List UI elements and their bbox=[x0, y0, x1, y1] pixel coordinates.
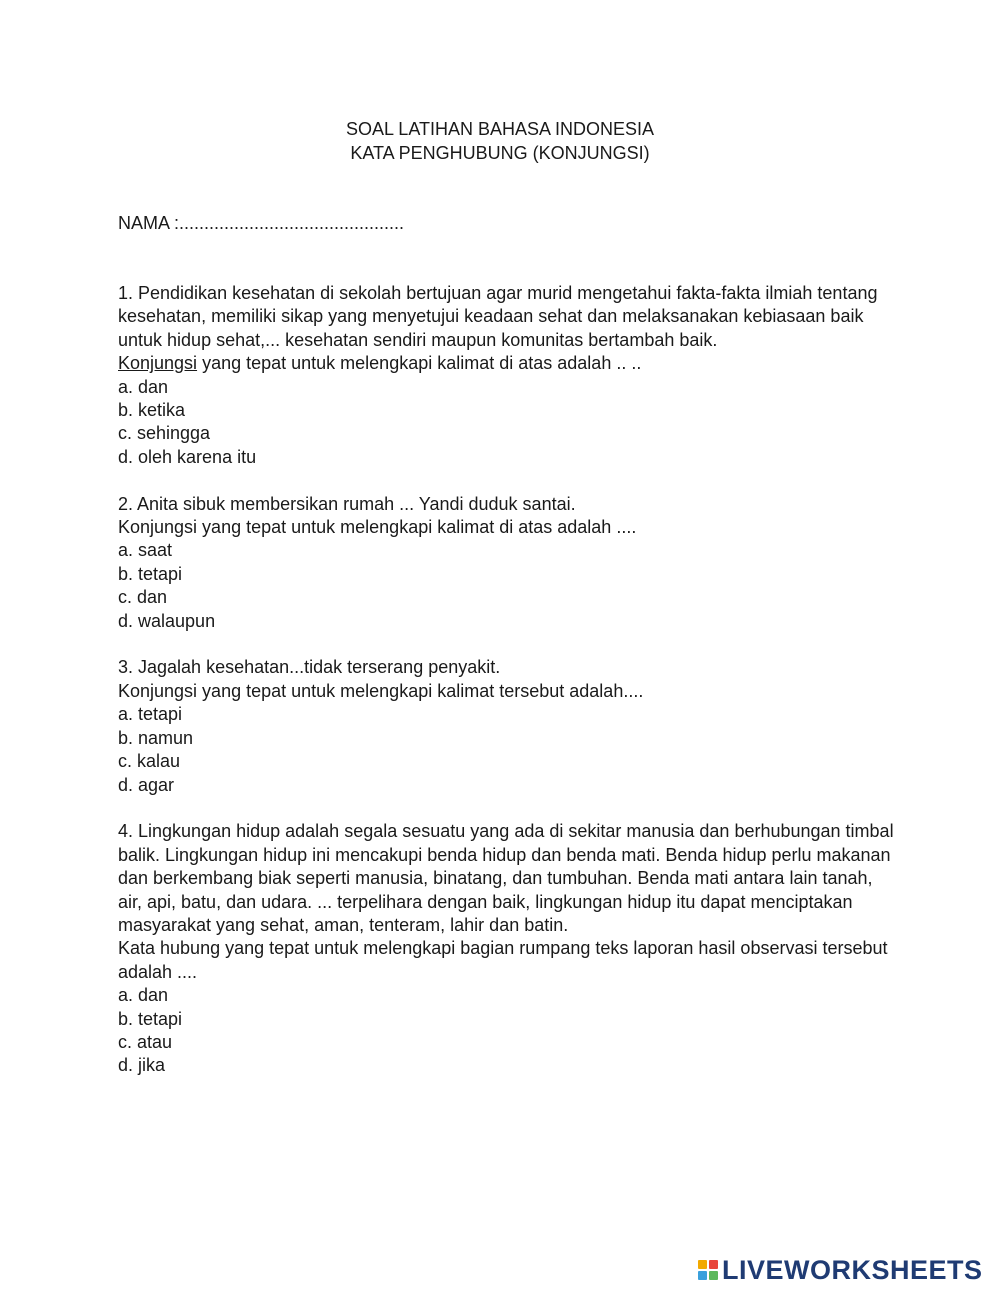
title-line-1: SOAL LATIHAN BAHASA INDONESIA bbox=[345, 119, 655, 139]
liveworksheets-logo-icon bbox=[698, 1260, 718, 1280]
question-3-option-c[interactable]: c. kalau bbox=[118, 751, 181, 772]
question-3-option-b[interactable]: b. namun bbox=[118, 727, 194, 748]
question-3-text: 3. Jagalah kesehatan...tidak terserang penyakit. bbox=[118, 657, 501, 678]
question-4 bbox=[118, 820, 898, 1077]
question-4-option-a[interactable]: a. dan bbox=[118, 985, 169, 1006]
question-2-text: 2. Anita sibuk membersikan rumah ... Yandi duduk santai. bbox=[118, 493, 576, 514]
question-1-prompt bbox=[118, 352, 898, 375]
question-list bbox=[118, 282, 898, 1101]
question-1-text: 1. Pendidikan kesehatan di sekolah bertujuan agar murid mengetahui fakta-fakta ilmiah tentang kesehatan, memiliki sikap yang menyetujui keadaan sehat dan melaksanakan kebiasaan baik untuk hidup sehat,... kesehatan sendiri maupun komunitas bertambah baik. bbox=[118, 283, 878, 350]
question-1-prompt-underlined: Konjungsi bbox=[118, 353, 198, 374]
question-2-option-c[interactable]: c. dan bbox=[118, 587, 168, 608]
title-line-2: KATA PENGHUBUNG (KONJUNGSI) bbox=[350, 143, 650, 163]
logo-square-1 bbox=[698, 1260, 707, 1269]
question-2-option-b[interactable]: b. tetapi bbox=[118, 563, 183, 584]
question-1-option-d[interactable]: d. oleh karena itu bbox=[118, 446, 257, 467]
question-3-option-d[interactable]: d. agar bbox=[118, 774, 175, 795]
question-1-option-c[interactable]: c. sehingga bbox=[118, 423, 211, 444]
logo-text: LIVEWORKSHEETS bbox=[722, 1255, 983, 1285]
question-4-option-b[interactable]: b. tetapi bbox=[118, 1008, 183, 1029]
logo-square-2 bbox=[709, 1260, 718, 1269]
question-1-option-b[interactable]: b. ketika bbox=[118, 400, 186, 421]
question-2-prompt: Konjungsi yang tepat untuk melengkapi kalimat di atas adalah .... bbox=[118, 517, 637, 538]
logo-square-3 bbox=[698, 1271, 707, 1280]
question-1-prompt-rest: yang tepat untuk melengkapi kalimat di atas adalah .. .. bbox=[197, 353, 642, 374]
name-field[interactable]: NAMA :............................................. bbox=[118, 213, 405, 233]
logo-square-4 bbox=[709, 1271, 718, 1280]
worksheet-title bbox=[0, 117, 1000, 165]
question-1-option-a[interactable]: a. dan bbox=[118, 376, 169, 397]
liveworksheets-logo bbox=[698, 1256, 983, 1284]
question-2-option-d[interactable]: d. walaupun bbox=[118, 610, 216, 631]
question-3-option-a[interactable]: a. tetapi bbox=[118, 704, 183, 725]
question-4-option-d[interactable]: d. jika bbox=[118, 1055, 166, 1076]
question-4-option-c[interactable]: c. atau bbox=[118, 1031, 173, 1052]
question-3 bbox=[118, 656, 898, 796]
question-2-option-a[interactable]: a. saat bbox=[118, 540, 173, 561]
question-3-prompt: Konjungsi yang tepat untuk melengkapi kalimat tersebut adalah.... bbox=[118, 680, 644, 701]
question-1 bbox=[118, 282, 898, 469]
question-2 bbox=[118, 493, 898, 633]
question-4-text: 4. Lingkungan hidup adalah segala sesuatu yang ada di sekitar manusia dan berhubungan timbal balik. Lingkungan hidup ini mencakupi benda hidup dan benda mati. Benda hidup perlu makanan dan berkembang biak seperti manusia, binatang, dan tumbuhan. Benda mati antara lain tanah, air, api, batu, dan udara. ... terpelihara dengan baik, lingkungan hidup itu dapat menciptakan masyarakat yang sehat, aman, tenteram, lahir dan batin. bbox=[118, 821, 894, 935]
question-4-prompt: Kata hubung yang tepat untuk melengkapi bagian rumpang teks laporan hasil observasi tersebut adalah .... bbox=[118, 938, 888, 982]
